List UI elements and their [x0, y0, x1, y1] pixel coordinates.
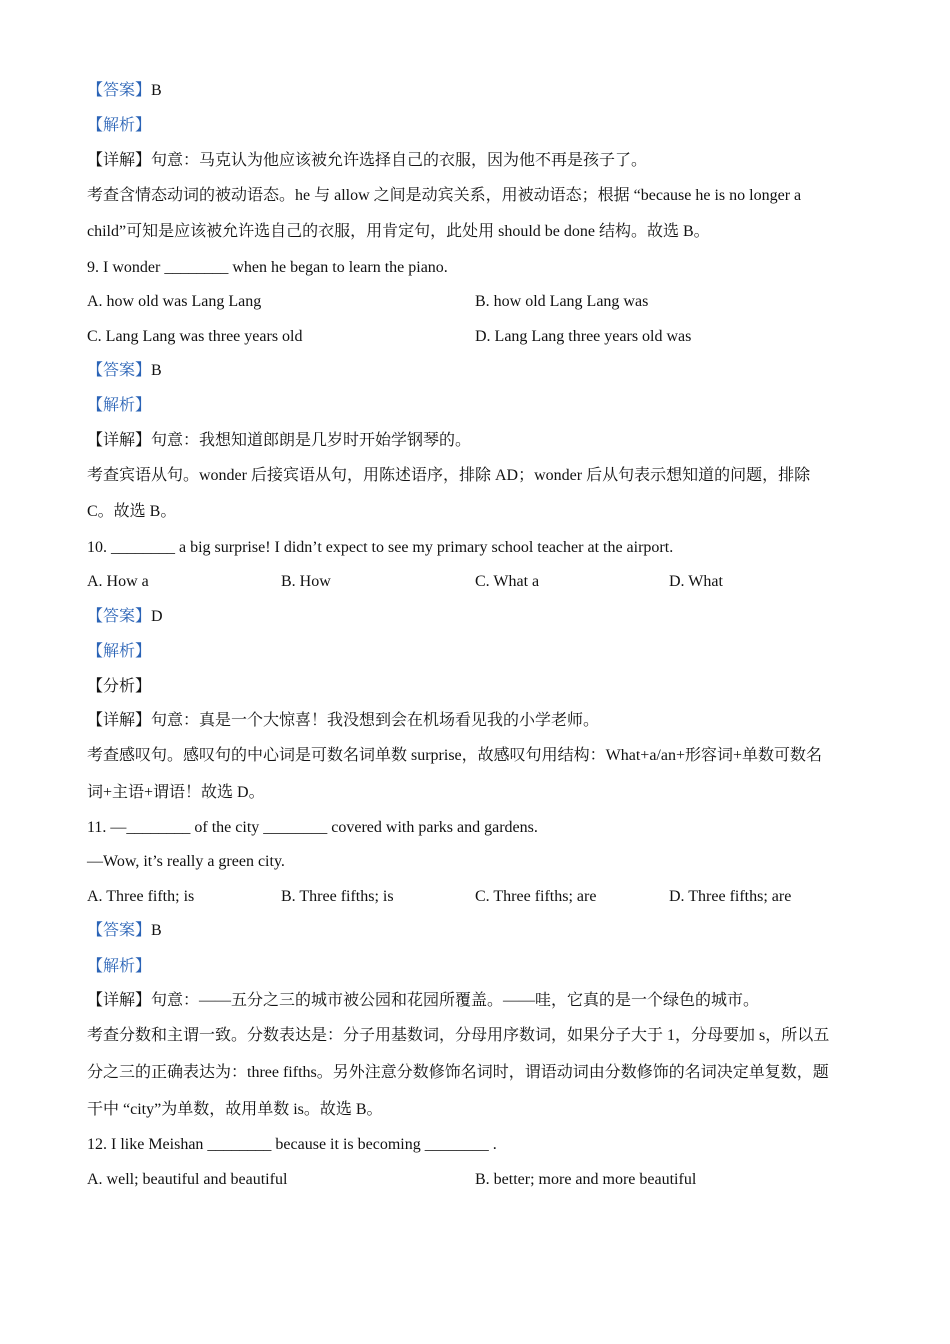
option-a: A. well; beautiful and beautiful — [87, 1171, 288, 1188]
option-a: A. How a — [87, 573, 149, 590]
detail-text: 句意：我想知道郎朗是几岁时开始学钢琴的。 — [151, 432, 472, 449]
detail-text: 句意：真是一个大惊喜！我没想到会在机场看见我的小学老师。 — [151, 712, 600, 729]
analysis-label: 【解析】 — [87, 643, 152, 660]
detail-label: 【详解】 — [87, 712, 152, 729]
explanation-line: C。故选 B。 — [87, 503, 177, 520]
answer-value: B — [151, 362, 162, 379]
explanation-line: 词+主语+谓语！故选 D。 — [87, 784, 265, 801]
answer-row — [87, 921, 162, 941]
option-c: C. Three fifths; are — [475, 888, 597, 905]
question-stem-reply: —Wow, it’s really a green city. — [87, 853, 285, 870]
option-a: A. how old was Lang Lang — [87, 293, 262, 310]
analysis-label: 【解析】 — [87, 117, 152, 134]
option-b: B. better; more and more beautiful — [475, 1171, 697, 1188]
detail-row — [87, 711, 599, 731]
option-a: A. Three fifth; is — [87, 888, 195, 905]
question-stem: 12. I like Meishan ________ because it is becoming ________ . — [87, 1136, 497, 1153]
detail-text: 句意：马克认为他应该被允许选择自己的衣服，因为他不再是孩子了。 — [151, 152, 648, 169]
answer-label: 【答案】 — [87, 922, 152, 939]
question-stem: 9. I wonder ________ when he began to learn the piano. — [87, 259, 448, 276]
detail-row — [87, 431, 471, 451]
option-d: D. Lang Lang three years old was — [475, 328, 692, 345]
explanation-line: 干中 “city”为单数，故用单数 is。故选 B。 — [87, 1101, 383, 1118]
detail-text: 句意：——五分之三的城市被公园和花园所覆盖。——哇，它真的是一个绿色的城市。 — [151, 992, 760, 1009]
answer-label: 【答案】 — [87, 362, 152, 379]
option-c: C. What a — [475, 573, 540, 590]
option-c: C. Lang Lang was three years old — [87, 328, 303, 345]
answer-row — [87, 81, 162, 101]
option-b: B. how old Lang Lang was — [475, 293, 649, 310]
answer-value: B — [151, 82, 162, 99]
explanation-line: 分之三的正确表达为：three fifths。另外注意分数修饰名词时，谓语动词由分数修饰的名词决定单复数，题 — [87, 1064, 829, 1081]
explanation-line: 考查含情态动词的被动语态。he 与 allow 之间是动宾关系，用被动语态；根据 “because he is no longer a — [87, 187, 802, 204]
detail-label: 【详解】 — [87, 992, 152, 1009]
question-stem: 11. —________ of the city ________ covered with parks and gardens. — [87, 819, 538, 836]
analysis-label: 【解析】 — [87, 397, 152, 414]
explanation-line: 考查感叹句。感叹句的中心词是可数名词单数 surprise，故感叹句用结构：What+a/an+形容词+单数可数名 — [87, 747, 823, 764]
detail-label: 【详解】 — [87, 152, 152, 169]
answer-label: 【答案】 — [87, 82, 152, 99]
answer-row — [87, 607, 163, 627]
question-stem: 10. ________ a big surprise! I didn’t expect to see my primary school teacher at the airport. — [87, 539, 674, 556]
detail-row — [87, 151, 647, 171]
answer-value: D — [151, 608, 163, 625]
option-b: B. Three fifths; is — [281, 888, 394, 905]
explanation-line: 考查宾语从句。wonder 后接宾语从句，用陈述语序，排除 AD；wonder 后从句表示想知道的问题，排除 — [87, 467, 811, 484]
answer-value: B — [151, 922, 162, 939]
detail-row — [87, 991, 759, 1011]
option-d: D. What — [669, 573, 723, 590]
answer-label: 【答案】 — [87, 608, 152, 625]
explanation-line: 考查分数和主谓一致。分数表达是：分子用基数词，分母用序数词，如果分子大于 1，分母要加 s，所以五 — [87, 1027, 830, 1044]
explanation-line: child”可知是应该被允许选自己的衣服，用肯定句，此处用 should be done 结构。故选 B。 — [87, 223, 710, 240]
option-d: D. Three fifths; are — [669, 888, 792, 905]
fenxi-label: 【分析】 — [87, 678, 152, 695]
analysis-label: 【解析】 — [87, 958, 152, 975]
option-b: B. How — [281, 573, 331, 590]
answer-row — [87, 361, 162, 381]
detail-label: 【详解】 — [87, 432, 152, 449]
